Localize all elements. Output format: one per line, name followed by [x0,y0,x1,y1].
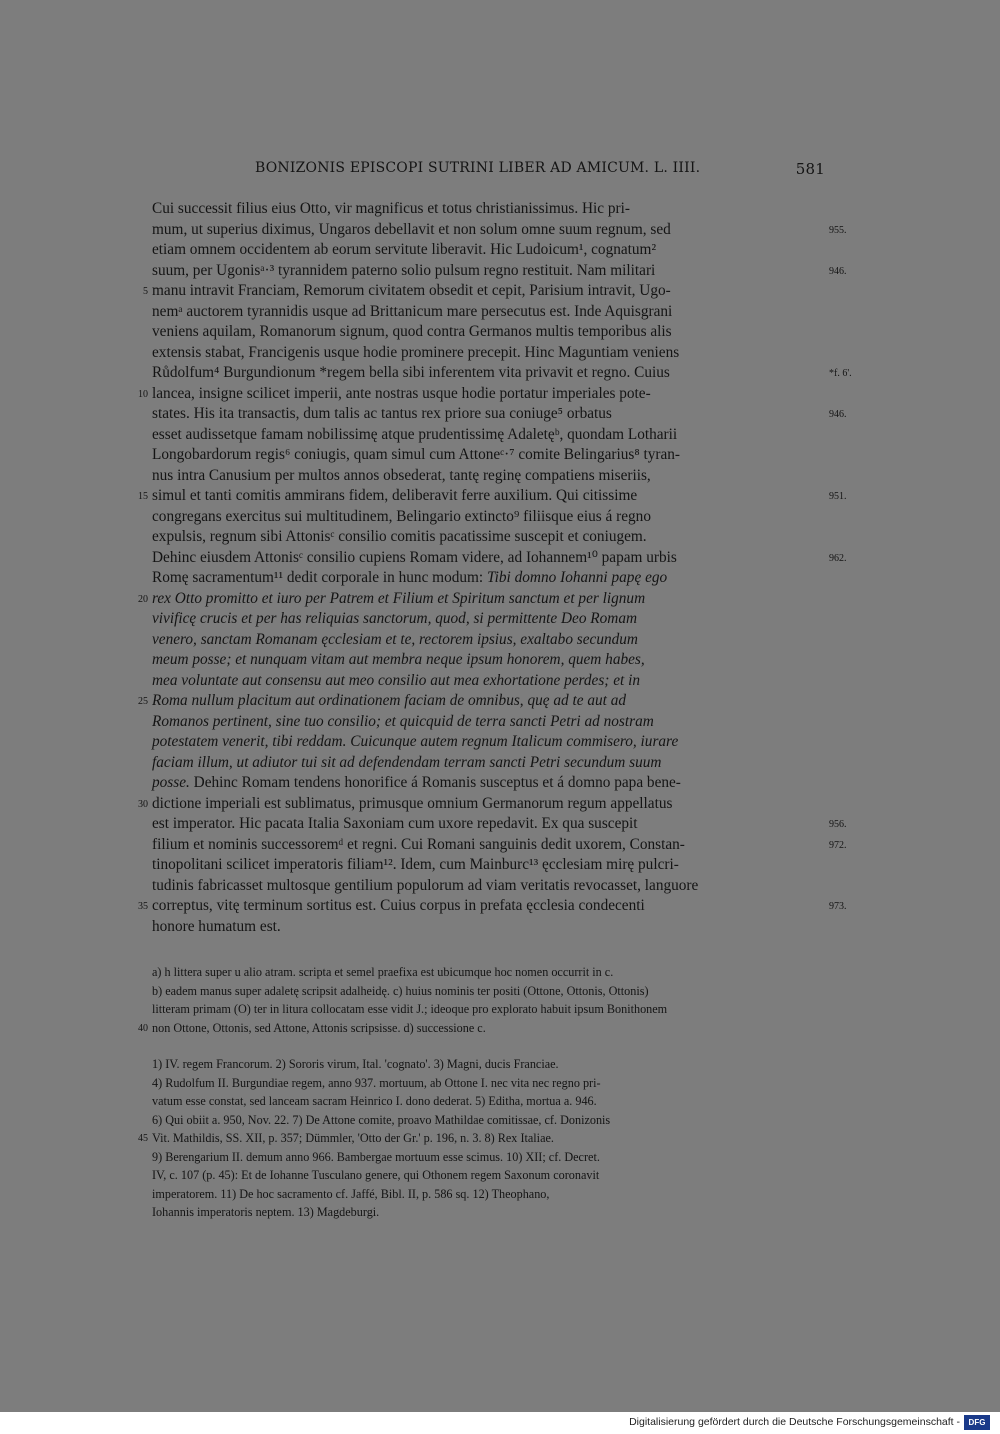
roman-text: filium et nominis successoremᵈ et regni. Cui Romani sanguinis dedit uxorem, Constan- [152,835,685,853]
text-line [138,794,822,815]
line-text [152,712,822,733]
roman-text: nus intra Canusium per multos annos obsederat, tantę reginę compatiens miseriis, [152,466,651,484]
footnote-line [138,1129,822,1148]
italic-text: faciam illum, ut adiutor tui sit ad defendendam terram sancti Petri secundum suum [152,753,662,771]
text-line [152,732,822,753]
text-line [152,425,822,446]
line-number: 25 [138,696,148,707]
text-line [152,343,822,364]
line-text [152,630,822,651]
footnote-line-text: 4) Rudolfum II. Burgundiae regem, anno 937. mortuum, ab Ottone I. nec vita nec regno pri- [152,1075,601,1090]
line-number: 30 [138,798,148,810]
line-text [152,404,822,425]
footnote-line-text: imperatorem. 11) De hoc sacramento cf. Jaffé, Bibl. II, p. 586 sq. 12) Theophano, [152,1186,550,1201]
italic-text: rex Otto promitto et iuro per Patrem et Filium et Spiritum sanctum et per lignum [152,589,646,607]
roman-text: Romę sacramentum¹¹ dedit corporale in hunc modum: [152,569,487,586]
apparatus-line [138,1019,822,1038]
line-text [152,527,822,548]
text-line [152,814,847,835]
italic-text: vivificę crucis et per has reliquias sanctorum, quod, si permittente Deo Romam [152,610,638,627]
margin-year: 973. [829,901,847,912]
running-title: BONIZONIS EPISCOPI SUTRINI LIBER AD AMICUM. L. IIII. [255,160,701,176]
text-line [152,855,822,876]
dfg-logo: DFG [964,1415,990,1430]
line-text [152,650,822,671]
roman-text: correptus, vitę terminum sortitus est. Cuius corpus in prefata ęcclesia condecenti [152,897,645,914]
line-text [152,794,822,815]
italic-text: Tibi domno Iohanni papę ego [487,569,668,586]
main-text [138,199,852,937]
margin-year: 946. [829,409,847,420]
text-line [152,507,822,528]
line-text [152,671,822,692]
text-line [152,404,847,425]
line-number: 45 [138,1133,148,1144]
line-number: 35 [138,901,148,912]
text-line [138,589,822,610]
line-number: 20 [138,593,148,605]
critical-apparatus [138,963,822,1037]
text-line [152,445,822,466]
footnote-line-text: 1) IV. regem Francorum. 2) Sororis virum, Ital. 'cognato'. 3) Magni, ducis Franciae. [152,1057,559,1071]
text-line [152,527,822,548]
apparatus-line-text: litteram primam (O) ter in litura collocatam esse vidit J.; ideoque pro explorato habuit ipsum Bonithonem [152,1002,668,1016]
text-line [138,691,822,712]
line-text [152,302,822,323]
text-line [152,650,822,671]
footnote-line-text: 9) Berengarium II. demum anno 966. Bambergae mortuum esse scimus. 10) XII; cf. Decret. [152,1149,600,1164]
roman-text: dictione imperiali est sublimatus, primusque omnium Germanorum regum appellatus [152,794,673,812]
apparatus-line [152,963,822,982]
text-line [152,917,822,938]
roman-text: manu intravit Franciam, Remorum civitatem obsedit et cepit, Parisium intravit, Ugo- [152,282,671,299]
roman-text: suum, per Ugonisᵃ·³ tyrannidem paterno solio pulsum regno restituit. Nam militari [152,261,656,279]
footnote-line [152,1166,822,1185]
text-line [152,835,847,856]
text-line [152,712,822,733]
roman-text: Růdolfum⁴ Burgundionum *regem bella sibi inferentem vita privavit et regno. Cuius [152,364,670,381]
text-line [152,302,822,323]
roman-text: states. His ita transactis, dum talis ac tantus rex priore sua coniuge⁵ orbatus [152,405,612,422]
roman-text: nemᵃ auctorem tyrannidis usque ad Brittanicum mare persecutus est. Inde Aquisgrani [152,302,673,320]
line-text [152,425,822,446]
line-text [152,548,822,569]
roman-text: Dehinc Romam tendens honorifice á Romanis susceptus et á domno papa bene- [189,774,681,791]
line-number: 15 [138,491,148,502]
text-line [138,486,847,507]
apparatus-line [152,1000,822,1019]
line-text [152,568,822,589]
apparatus-line-text: b) eadem manus super adaletę scripsit adalheidę. c) huius nominis ter positi (Ottone, Ottonis, Ottonis) [152,983,649,998]
italic-text: mea voluntate aut consensu aut meo consilio aut mea exhortatione perdes; et in [152,671,640,689]
roman-text: Longobardorum regis⁶ coniugis, quam simul cum Attoneᶜ·⁷ comite Belingarius⁸ tyran- [152,446,681,463]
footnote-line-text: Vit. Mathildis, SS. XII, p. 357; Dümmler, 'Otto der Gr.' p. 196, n. 3. 8) Rex Italiae. [152,1131,554,1145]
roman-text: tinopolitani scilicet imperatoris filiam¹². Idem, cum Mainburc¹³ ęcclesiam mirę pulcri- [152,856,679,873]
text-line [138,896,847,917]
roman-text: veniens aquilam, Romanorum signum, quod contra Germanos multis temporibus alis [152,323,672,340]
roman-text: lancea, insigne scilicet imperii, ante nostras usque hodie portatur imperiales pote- [152,384,651,402]
roman-text: congregans exercitus sui multitudinem, Belingario extincto⁹ filiisque eius á regno [152,507,651,525]
apparatus-line-text: non Ottone, Ottonis, sed Attone, Attonis scripsisse. d) successione c. [152,1020,486,1035]
line-text [152,609,822,630]
line-text [152,691,822,712]
roman-text: simul et tanti comitis ammirans fidem, deliberavit ferre auxilium. Qui citissime [152,487,638,504]
margin-year: 946. [829,265,847,277]
margin-year: 962. [829,552,847,564]
footnote-line [152,1092,822,1111]
line-text [152,896,822,917]
footnote-line [152,1111,822,1130]
roman-text: honore humatum est. [152,917,281,935]
apparatus-line [152,982,822,1001]
line-number: 10 [138,388,148,400]
roman-text: extensis stabat, Francigenis usque hodie prominere precepit. Hinc Maguntiam veniens [152,343,680,361]
roman-text: mum, ut superius diximus, Ungaros debellavit et non solum omne suum regnum, sed [152,220,671,238]
line-text [152,876,822,897]
text-line [152,671,822,692]
footnote-line-text: 6) Qui obiit a. 950, Nov. 22. 7) De Attone comite, proavo Mathildae comitissae, cf. Donizonis [152,1112,611,1127]
roman-text: est imperator. Hic pacata Italia Saxoniam cum uxore repedavit. Ex qua suscepit [152,815,638,832]
line-number: 40 [138,1022,148,1034]
text-line [152,876,822,897]
margin-year: 972. [829,839,847,851]
line-text [152,466,822,487]
roman-text: expulsis, regnum sibi Attonisᶜ consilio comitis pacatissime suscepit et coniugem. [152,528,647,545]
footnote-line [152,1148,822,1167]
text-line [152,261,847,282]
line-text [152,322,822,343]
line-text [152,199,822,220]
line-number: 5 [143,286,148,297]
italic-text: potestatem venerit, tibi reddam. Cuicunque autem regnum Italicum commisero, iurare [152,733,679,750]
footnotes [138,1055,822,1222]
footnote-line [152,1185,822,1204]
line-text [152,507,822,528]
line-text [152,835,822,856]
line-text [152,220,822,241]
footnote-line-text: IV, c. 107 (p. 45): Et de Iohanne Tusculano genere, qui Othonem regem Saxonum coronavit [152,1168,600,1182]
line-text [152,917,822,938]
footnote-line-text: Iohannis imperatoris neptem. 13) Magdeburgi. [152,1205,380,1219]
text-line [152,630,822,651]
italic-text: Roma nullum placitum aut ordinationem faciam de omnibus, quę ad te aut ad [152,692,627,709]
roman-text: tudinis fabricasset multosque gentilium populorum ad viam veritatis revocasset, languore [152,876,699,894]
text-line [152,753,822,774]
line-text [152,445,822,466]
italic-text: venero, sanctam Romanam ęcclesiam et te, rectorem ipsius, exaltabo secundum [152,630,638,648]
footer-bar [0,1412,1000,1434]
text-line [152,466,822,487]
footnote-line-text: vatum esse constat, sed lanceam sacram Heinrico I. dono dederat. 5) Editha, mortua a. 946. [152,1094,597,1108]
text-line [152,322,822,343]
text-line [152,609,822,630]
italic-text: Romanos pertinent, sine tuo consilio; et quicquid de terra sancti Petri ad nostram [152,712,654,730]
roman-text: Dehinc eiusdem Attonisᶜ consilio cupiens Romam videre, ad Iohannem¹⁰ papam urbis [152,548,677,566]
line-text [152,343,822,364]
funding-notice: Digitalisierung gefördert durch die Deutsche Forschungsgemeinschaft - [629,1416,960,1428]
footnote-line [152,1203,822,1222]
margin-year: 951. [829,491,847,502]
line-text [152,589,822,610]
roman-text: esset audissetque famam nobilissimę atque prudentissimę Adaletęᵇ, quondam Lotharii [152,425,678,443]
line-text [152,732,822,753]
footnote-line [152,1074,822,1093]
italic-text: posse. [152,774,190,791]
page-number: 581 [795,160,825,178]
text-line [152,773,822,794]
line-text [152,240,822,261]
line-text [152,855,822,876]
text-line [152,240,822,261]
text-line [138,384,822,405]
margin-year: 956. [829,819,847,830]
text-line [152,199,822,220]
line-text [152,281,822,302]
line-text [152,486,822,507]
footnote-line [152,1055,822,1074]
line-text [152,773,822,794]
roman-text: Cui successit filius eius Otto, vir magnificus et totus christianissimus. Hic pri- [152,200,630,217]
line-text [152,814,822,835]
line-text [152,261,822,282]
text-line [152,548,847,569]
margin-year: 955. [829,224,847,236]
line-text [152,363,822,384]
line-text [152,753,822,774]
text-line [152,568,822,589]
roman-text: etiam omnem occidentem ab eorum servitute liberavit. Hic Ludoicum¹, cognatum² [152,241,657,258]
text-line [152,220,847,241]
italic-text: meum posse; et nunquam vitam aut membra neque ipsum honorem, quem habes, [152,651,645,668]
text-line [152,363,852,384]
apparatus-line-text: a) h littera super u alio atram. scripta et semel praefixa est ubicumque hoc nomen occurrit in c. [152,965,614,979]
line-text [152,384,822,405]
text-line [143,281,822,302]
margin-year: *f. 6'. [829,368,852,379]
